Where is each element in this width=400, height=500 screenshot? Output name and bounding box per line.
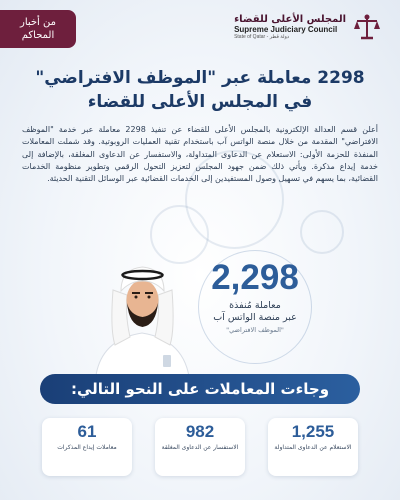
label-line1: معاملة مُنفذة	[229, 300, 281, 311]
badge-line2: المحاكم	[21, 30, 55, 41]
decorative-bubble	[300, 210, 344, 254]
headline-line1: 2298 معاملة عبر "الموظف الافتراضي"	[35, 68, 365, 88]
council-logo	[234, 12, 382, 42]
total-transactions-number: 2,298	[211, 258, 299, 297]
virtual-employee-caption: "الموظف الافتراضي"	[226, 326, 284, 334]
stat-value: 1,255	[291, 422, 335, 441]
stat-card-closed-cases	[155, 418, 245, 476]
article-body: أعلن قسم العدالة الإلكترونية بالمجلس الأعلى للقضاء عن تنفيذ 2298 معاملة عبر خدمة "الموظف الافتراضي" المقدمة من خلال منصة الواتس آب باستخدام تقنية العمليات الروبوتية. وقد شملت المعاملات المنفذة للحزمة الأولى: الاستعلام عن الدعاوى المتداولة، والاستفسار عن الدعاوى المغلقة، بالإضافة إلى خدمة إيداع مذكرة. ويأتي ذلك ضمن جهود المجلس لتعزيز التحول الرقمي وتطوير منظومة الخدمات القضائية، بما يسهم في تسهيل وصول المستفيدين إلى الخدمات القضائية عبر الوسائل التقنية الحديثة.	[22, 125, 378, 184]
stat-value: 61	[77, 422, 97, 441]
logo-arabic-name: المجلس الأعلى للقضاء	[234, 14, 346, 25]
logo-english-name: Supreme Judiciary Council	[234, 25, 338, 34]
stat-value: 982	[185, 422, 215, 441]
logo-text	[234, 14, 346, 40]
badge-line1: من أخبار	[19, 17, 56, 28]
scales-emblem-icon	[352, 12, 382, 42]
stat-label: الاستفسار عن الدعاوى المغلقة	[161, 444, 239, 451]
stat-label: معاملات إيداع المذكرات	[57, 444, 117, 451]
headline-line2: في المجلس الأعلى للقضاء	[87, 92, 313, 112]
breakdown-banner: وجاءت المعاملات على النحو التالي:	[40, 374, 360, 404]
label-line2: عبر منصة الواتس آب	[213, 312, 297, 323]
logo-state: State of Qatar - دولة قطر	[234, 34, 290, 40]
court-news-badge	[0, 10, 76, 48]
stat-card-active-cases	[268, 418, 358, 476]
total-transactions-label	[185, 300, 325, 324]
stat-label: الاستعلام عن الدعاوى المتداولة	[274, 444, 352, 451]
stat-card-memo-filing	[42, 418, 132, 476]
virtual-employee-illustration	[85, 245, 200, 385]
